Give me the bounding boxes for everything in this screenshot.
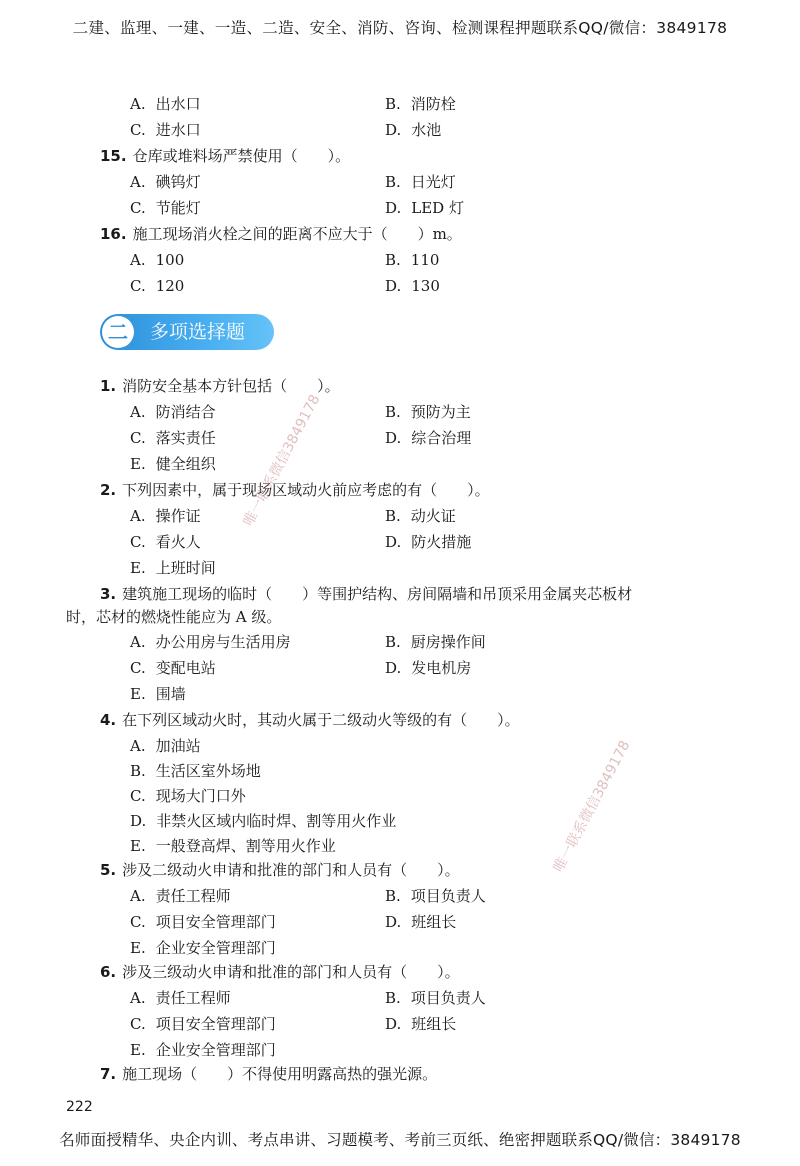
option-item: D. LED 灯 <box>385 199 464 217</box>
option-item: C. 项目安全管理部门 <box>130 1015 276 1033</box>
option-item: D. 非禁火区域内临时焊、割等用火作业 <box>130 812 397 830</box>
option-item: C. 现场大门口外 <box>130 787 246 805</box>
option-item: C. 节能灯 <box>130 199 201 217</box>
question-stem-continued: 时，芯材的燃烧性能应为 A 级。 <box>66 608 282 626</box>
option-item: B. 厨房操作间 <box>385 633 486 651</box>
option-item: B. 项目负责人 <box>385 989 486 1007</box>
option-item: D. 班组长 <box>385 1015 457 1033</box>
option-item: C. 落实责任 <box>130 429 216 447</box>
option-item: B. 生活区室外场地 <box>130 762 261 780</box>
option-item: C. 变配电站 <box>130 659 216 677</box>
section-number: 二 <box>102 316 134 348</box>
option-item: D. 发电机房 <box>385 659 472 677</box>
option-item: C. 项目安全管理部门 <box>130 913 276 931</box>
option-item: D. 防火措施 <box>385 533 472 551</box>
section-title: 多项选择题 <box>150 321 246 343</box>
section-badge <box>100 314 274 350</box>
option-item: D. 水池 <box>385 121 442 139</box>
option-item: E. 企业安全管理部门 <box>130 939 276 957</box>
option-item: E. 健全组织 <box>130 455 216 473</box>
question-stem: 6. 涉及三级动火申请和批准的部门和人员有（ ）。 <box>100 963 460 981</box>
question-stem: 1. 消防安全基本方针包括（ ）。 <box>100 377 340 395</box>
option-item: E. 围墙 <box>130 685 186 703</box>
option-item: B. 消防栓 <box>385 95 456 113</box>
question-stem: 4. 在下列区域动火时，其动火属于二级动火等级的有（ ）。 <box>100 711 520 729</box>
page-number: 222 <box>66 1099 93 1115</box>
option-item: E. 上班时间 <box>130 559 216 577</box>
option-item: A. 碘钨灯 <box>130 173 201 191</box>
question-stem: 3. 建筑施工现场的临时（ ）等围护结构、房间隔墙和吊顶采用金属夹芯板材 <box>100 585 633 603</box>
question-stem: 7. 施工现场（ ）不得使用明露高热的强光源。 <box>100 1065 438 1083</box>
option-item: B. 项目负责人 <box>385 887 486 905</box>
option-item: C. 进水口 <box>130 121 201 139</box>
option-item: D. 班组长 <box>385 913 457 931</box>
option-item: B. 日光灯 <box>385 173 456 191</box>
option-item: E. 企业安全管理部门 <box>130 1041 276 1059</box>
option-item: B. 预防为主 <box>385 403 471 421</box>
header-banner: 二建、监理、一建、一造、二造、安全、消防、咨询、检测课程押题联系QQ/微信：3849178 <box>72 19 728 37</box>
option-item: E. 一般登高焊、割等用火作业 <box>130 837 336 855</box>
option-item: A. 办公用房与生活用房 <box>130 633 291 651</box>
option-item: A. 责任工程师 <box>130 887 231 905</box>
question-stem: 15. 仓库或堆料场严禁使用（ ）。 <box>100 147 351 165</box>
option-item: C. 看火人 <box>130 533 201 551</box>
option-item: A. 操作证 <box>130 507 201 525</box>
question-stem: 2. 下列因素中，属于现场区域动火前应考虑的有（ ）。 <box>100 481 490 499</box>
option-item: A. 加油站 <box>130 737 201 755</box>
watermark-text: 唯一联系微信3849178 <box>550 738 634 875</box>
option-item: B. 110 <box>385 251 440 269</box>
option-item: D. 130 <box>385 277 440 295</box>
option-item: C. 120 <box>130 277 185 295</box>
footer-banner: 名师面授精华、央企内训、考点串讲、习题模考、考前三页纸、绝密押题联系QQ/微信：3849178 <box>59 1131 741 1149</box>
option-item: B. 动火证 <box>385 507 456 525</box>
option-item: A. 100 <box>130 251 185 269</box>
option-item: D. 综合治理 <box>385 429 472 447</box>
question-stem: 16. 施工现场消火栓之间的距离不应大于（ ）m。 <box>100 225 462 243</box>
option-item: A. 防消结合 <box>130 403 216 421</box>
question-stem: 5. 涉及二级动火申请和批准的部门和人员有（ ）。 <box>100 861 460 879</box>
watermark-text: 唯一联系微信3849178 <box>240 392 324 529</box>
option-item: A. 责任工程师 <box>130 989 231 1007</box>
option-item: A. 出水口 <box>130 95 201 113</box>
